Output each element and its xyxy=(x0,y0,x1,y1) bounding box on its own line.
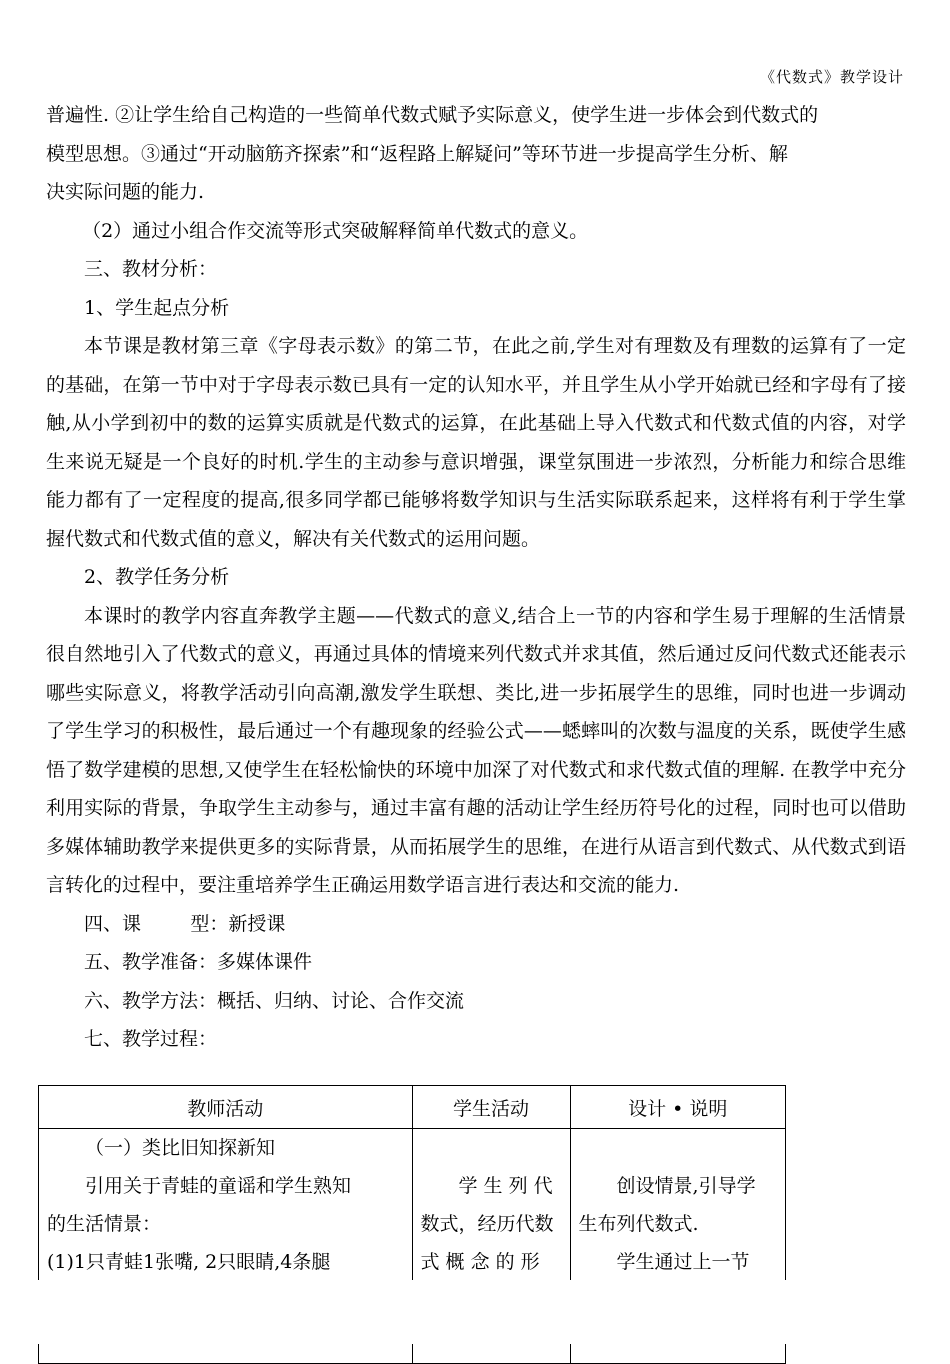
header-design-notes: 设计 • 说明 xyxy=(570,1086,785,1129)
paragraph-student-analysis: 本节课是教材第三章《字母表示数》的第二节，在此之前,学生对有理数及有理数的运算有了一定的基础，在第一节中对于字母表示数已具有一定的认知水平，并且学生从小学开始就已经和字母有了接触,从小学到初中的数的运算实质就是代数式的运算，在此基础上导入代数式和代数式值的内容，对学生来说无疑是一个良好的时机.学生的主动参与意识增强，课堂氛围进一步浓烈，分析能力和综合思维能力都有了一定程度的提高,很多同学都已能够将数学知识与生活实际联系起来，这样将有利于学生掌握代数式和代数式值的意义，解决有关代数式的运用问题。 xyxy=(46,335,906,550)
section-heading-5: 五、教学准备：多媒体课件 xyxy=(84,951,313,973)
cell-line: 数式，经历代数 xyxy=(420,1213,554,1235)
cell-line: 创设情景,引导学 xyxy=(616,1175,756,1197)
cell-line: 学生通过上一节 xyxy=(616,1251,750,1273)
paragraph-line: 决实际问题的能力. xyxy=(46,181,205,203)
section-4-value: 型：新授课 xyxy=(190,912,286,935)
document-body xyxy=(46,96,906,1059)
section-heading-7: 七、教学过程： xyxy=(84,1028,218,1050)
subsection-heading-3-2: 2、教学任务分析 xyxy=(84,566,230,588)
cell-line: 式 概 念 的 形 xyxy=(420,1251,540,1273)
subsection-heading-3-1: 1、学生起点分析 xyxy=(84,296,230,319)
header-student-activity: 学生活动 xyxy=(412,1086,570,1129)
paragraph-task-analysis: 本课时的教学内容直奔教学主题——代数式的意义,结合上一节的内容和学生易于理解的生活情景很自然地引入了代数式的意义，再通过具体的情境来列代数式并求其值，然后通过反问代数式还能表示哪些实际意义，将教学活动引向高潮,激发学生联想、类比,进一步拓展学生的思维，同时也进一步调动了学生学习的积极性，最后通过一个有趣现象的经验公式——蟋蟀叫的次数与温度的关系，既使学生感悟了数学建模的思想,又使学生在轻松愉快的环境中加深了对代数式和求代数式值的理解. 在教学中充分利用实际的背景，争取学生主动参与，通过丰富有趣的活动让学生经历符号化的过程，同时也可以借助多媒体辅助教学来提供更多的实际背景，从而拓展学生的思维，在进行从语言到代数式、从代数式到语言转化的过程中，要注重培养学生正确运用数学语言进行表达和交流的能力. xyxy=(46,604,906,896)
cell-line: 引用关于青蛙的童谣和学生熟知 xyxy=(85,1175,352,1197)
cell-line: （一）类比旧知探新知 xyxy=(85,1137,276,1159)
section-heading-4 xyxy=(46,905,906,944)
paragraph-line: 模型思想。③通过“开动脑筋齐探索”和“返程路上解疑问”等环节进一步提高学生分析、解 xyxy=(46,142,788,165)
paragraph-line: 普遍性. ②让学生给自己构造的一些简单代数式赋予实际意义，使学生进一步体会到代数式的 xyxy=(46,104,819,126)
section-heading-3: 三、教材分析： xyxy=(84,258,218,280)
cell-line: 生布列代数式. xyxy=(578,1213,699,1235)
section-4-label: 四、课 xyxy=(84,912,142,935)
header-teacher-activity: 教师活动 xyxy=(39,1086,413,1129)
cell-line: 学 生 列 代 xyxy=(458,1175,553,1197)
running-header: 《代数式》教学设计 xyxy=(759,68,904,86)
cell-line: 的生活情景： xyxy=(47,1213,162,1235)
cell-line: (1)1只青蛙1张嘴, 2只眼睛,4条腿 xyxy=(47,1251,331,1273)
paragraph-objective-2: （2）通过小组合作交流等形式突破解释简单代数式的意义。 xyxy=(82,219,589,242)
page-bottom-margin xyxy=(38,1280,798,1344)
table-header-row xyxy=(39,1086,786,1129)
section-heading-6: 六、教学方法：概括、归纳、讨论、合作交流 xyxy=(84,989,465,1012)
